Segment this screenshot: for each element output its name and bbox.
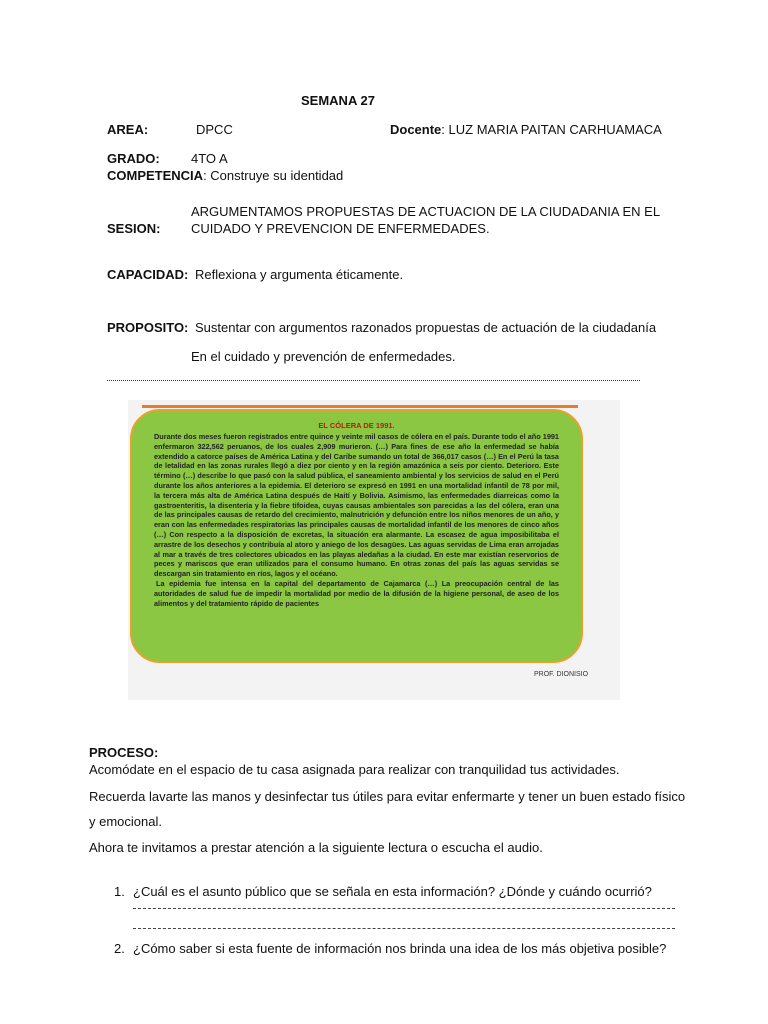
semana-title: SEMANA 27: [301, 93, 375, 108]
answer-line: [133, 928, 675, 929]
reading-paragraph-1: Durante dos meses fueron registrados entre quince y veinte mil casos de cólera en el país. Durante todo el año 1991 enfermaron 322,562 peruanos, de los cuales 2,909 murieron. (…) Para fines de ese año la enfermedad se había extendido a catorce países de América Latina y del Caribe sumando un total de 366,017 casos (…) En el Perú la tasa de letalidad en las zonas rurales llegó a diez por ciento y en la región amazónica a seis por ciento. Deterioro. Este término (…) describe lo que pasó con la salud pública, el saneamiento ambiental y los servicios de salud en el Perú durante los años anteriores a la epidemia. El deterioro se expresó en 1991 en una mortalidad infantil de 78 por mil, la tercera más alta de América Latina después de Haití y Bolivia. Asimismo, las enfermedades diarreicas como la gastroenteritis, la disentería y la fiebre tifoidea, cuyas causas ambientales son parecidas a las del cólera, eran una de las principales causas de retardo del crecimiento, malnutrición y defunción entre los niños menores de un año, y eran con las enfermedades respiratorias las principales causas de mortalidad infantil de los menores de cinco años (…) Con respecto a la disposición de excretas, la situación era alarmante. La escasez de agua imposibilitaba el arrastre de los desechos y contribuía al atoro y aniego de los desagües. Las aguas servidas de Lima eran arrojadas al mar a través de tres colectores ubicados en las playas aledañas a la ciudad. En este mar existían reservorios de peces y mariscos que eran utilizados para el consumo humano. En otras zonas del país las aguas servidas se descargan sin tratamiento en ríos, lagos y el océano.: [154, 432, 559, 579]
sesion-line-2: CUIDADO Y PREVENCION DE ENFERMEDADES.: [191, 221, 490, 236]
proceso-label: PROCESO:: [89, 745, 159, 760]
competencia-label: COMPETENCIA: [107, 168, 204, 183]
proceso-line-3: y emocional.: [89, 814, 162, 829]
capacidad-label: CAPACIDAD:: [107, 267, 189, 282]
dotted-separator: [107, 380, 640, 381]
reading-box: [130, 409, 583, 663]
proposito-line-1: Sustentar con argumentos razonados propuestas de actuación de la ciudadanía: [195, 320, 657, 335]
docente-label: Docente: [390, 122, 442, 137]
proceso-line-1: Acomódate en el espacio de tu casa asignada para realizar con tranquilidad tus actividades.: [89, 762, 620, 777]
sesion-line-1: ARGUMENTAMOS PROPUESTAS DE ACTUACION DE LA CIUDADANIA EN EL: [191, 204, 661, 219]
grado-label: GRADO:: [107, 151, 160, 166]
reading-credit: PROF. DIONISIO: [534, 671, 589, 678]
proceso-line-2: Recuerda lavarte las manos y desinfectar tus útiles para evitar enfermarte y tener un buen estado físico: [89, 789, 686, 804]
competencia-value: : Construye su identidad: [203, 168, 344, 183]
capacidad-value: Reflexiona y argumenta éticamente.: [195, 267, 404, 282]
docente-value: : LUZ MARIA PAITAN CARHUAMACA: [441, 122, 662, 137]
docente-line: [390, 122, 662, 137]
grado-value: 4TO A: [191, 151, 228, 166]
answer-line: [133, 908, 675, 909]
question-2-text: ¿Cómo saber si esta fuente de información nos brinda una idea de los más objetiva posible?: [133, 941, 667, 956]
area-label: AREA:: [107, 122, 149, 137]
proposito-label: PROPOSITO:: [107, 320, 189, 335]
competencia-line: [107, 168, 343, 183]
proceso-line-4: Ahora te invitamos a prestar atención a la siguiente lectura o escucha el audio.: [89, 840, 543, 855]
sesion-label: SESION:: [107, 221, 161, 236]
reading-title: EL CÓLERA DE 1991.: [318, 421, 395, 430]
orange-rule: [142, 405, 578, 408]
reading-paragraph-2: La epidemia fue intensa en la capital del departamento de Cajamarca (…) La preocupación central de las autoridades de salud fue de impedir la mortalidad por medio de la difusión de la higiene personal, de aseo de los alimentos y del tratamiento rápido de pacientes: [154, 578, 559, 608]
area-value: DPCC: [196, 122, 233, 137]
proposito-line-2: En el cuidado y prevención de enfermedades.: [191, 349, 456, 364]
question-1-text: ¿Cuál es el asunto público que se señala en esta información? ¿Dónde y cuándo ocurrió?: [133, 884, 652, 899]
question-2-number: 2.: [114, 941, 125, 956]
question-1-number: 1.: [114, 884, 125, 899]
